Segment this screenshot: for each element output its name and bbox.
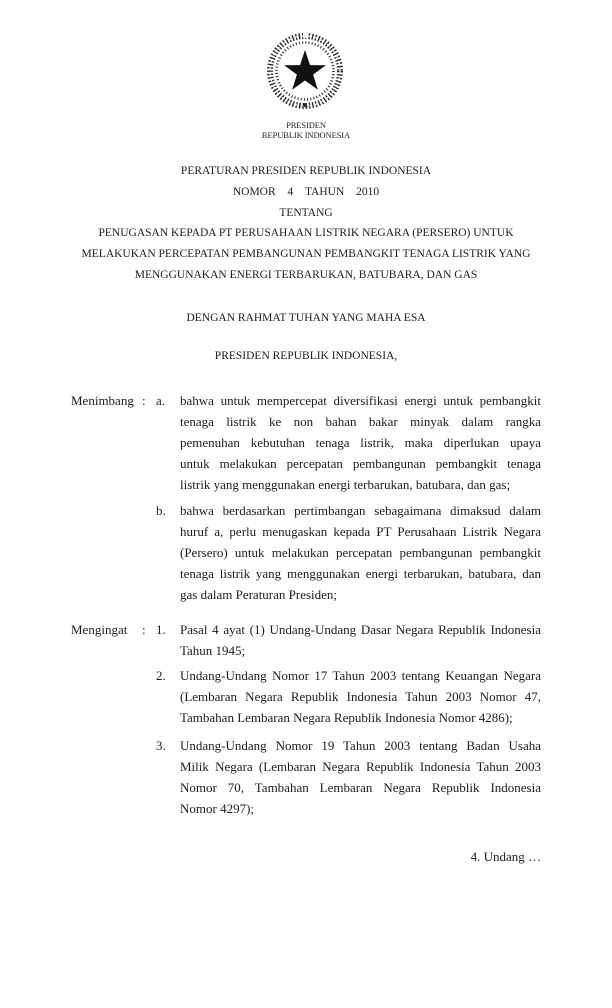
item-marker: 1.: [156, 622, 166, 637]
item-marker: a.: [156, 393, 166, 408]
item-marker: 3.: [156, 738, 166, 753]
text-line: Pasal 4 ayat (1) Undang-Undang Dasar Negara Republik Indonesia: [180, 622, 541, 637]
invocation: DENGAN RAHMAT TUHAN YANG MAHA ESA: [186, 312, 426, 324]
list-item: [180, 500, 541, 605]
text-line: Undang-Undang Nomor 19 Tahun 2003 tentang Badan Usaha: [180, 738, 541, 753]
text-line: Milik Negara (Lembaran Negara Republik Indonesia Tahun 2003: [180, 759, 541, 774]
section-label: Mengingat: [71, 622, 128, 637]
list-item: [180, 619, 541, 661]
text-line: listrik yang menggunakan energi terbarukan, batubara, dan gas;: [180, 477, 511, 492]
regulation-subject-line: MELAKUKAN PERCEPATAN PEMBANGUNAN PEMBANGKIT TENAGA LISTRIK YANG: [81, 248, 531, 261]
text-line: Nomor 70, Tambahan Lembaran Negara Republik Indonesia: [180, 780, 541, 795]
text-line: Tambahan Lembaran Negara Republik Indonesia Nomor 4286);: [180, 710, 513, 725]
regulation-about: TENTANG: [279, 206, 333, 219]
list-item: [180, 390, 541, 495]
text-line: Nomor 4297);: [180, 801, 255, 816]
regulation-title: [0, 161, 612, 286]
text-line: Tahun 1945;: [180, 643, 246, 658]
enactor: PRESIDEN REPUBLIK INDONESIA,: [214, 350, 398, 362]
list-item: [180, 735, 541, 819]
text-line: huruf a, perlu menugaskan kepada PT Perusahaan Listrik Negara: [180, 524, 541, 539]
text-line: Undang-Undang Nomor 17 Tahun 2003 tentang Keuangan Negara: [180, 668, 541, 683]
emblem-caption-president: PRESIDEN: [286, 120, 326, 130]
item-marker: 2.: [156, 668, 166, 683]
text-line: tenaga listrik ke non bahan bakar minyak dalam rangka: [180, 414, 541, 429]
star-wreath-emblem-icon: [263, 32, 347, 112]
text-line: gas dalam Peraturan Presiden;: [180, 587, 338, 602]
text-line: (Persero) untuk melakukan percepatan pembangunan pembangkit: [180, 545, 541, 560]
section-colon: :: [142, 393, 146, 408]
text-line: tenaga listrik yang menggunakan energi terbarukan, batubara, dan: [180, 566, 541, 581]
regulation-type: PERATURAN PRESIDEN REPUBLIK INDONESIA: [180, 165, 432, 177]
text-line: bahwa berdasarkan pertimbangan sebagaimana dimaksud dalam: [180, 503, 541, 518]
section-colon: :: [142, 622, 146, 637]
page-continuation: 4. Undang …: [470, 849, 541, 864]
text-line: bahwa untuk mempercepat diversifikasi energi untuk pembangkit: [180, 393, 541, 408]
item-marker: b.: [156, 503, 166, 518]
text-line: pemenuhan kebutuhan tenaga listrik, maka diperlukan upaya: [180, 435, 541, 450]
regulation-subject-line: MENGGUNAKAN ENERGI TERBARUKAN, BATUBARA, DAN GAS: [134, 268, 478, 281]
list-item: [180, 665, 541, 728]
regulation-number: NOMOR 4 TAHUN 2010: [232, 185, 380, 198]
section-label: Menimbang: [71, 393, 134, 408]
text-line: untuk melakukan percepatan pembangunan pembangkit tenaga: [180, 456, 541, 471]
text-line: (Lembaran Negara Republik Indonesia Tahun 2003 Nomor 47,: [180, 689, 541, 704]
regulation-subject-line: PENUGASAN KEPADA PT PERUSAHAAN LISTRIK NEGARA (PERSERO) UNTUK: [98, 227, 514, 240]
emblem-caption-republic: REPUBLIK INDONESIA: [261, 130, 351, 140]
